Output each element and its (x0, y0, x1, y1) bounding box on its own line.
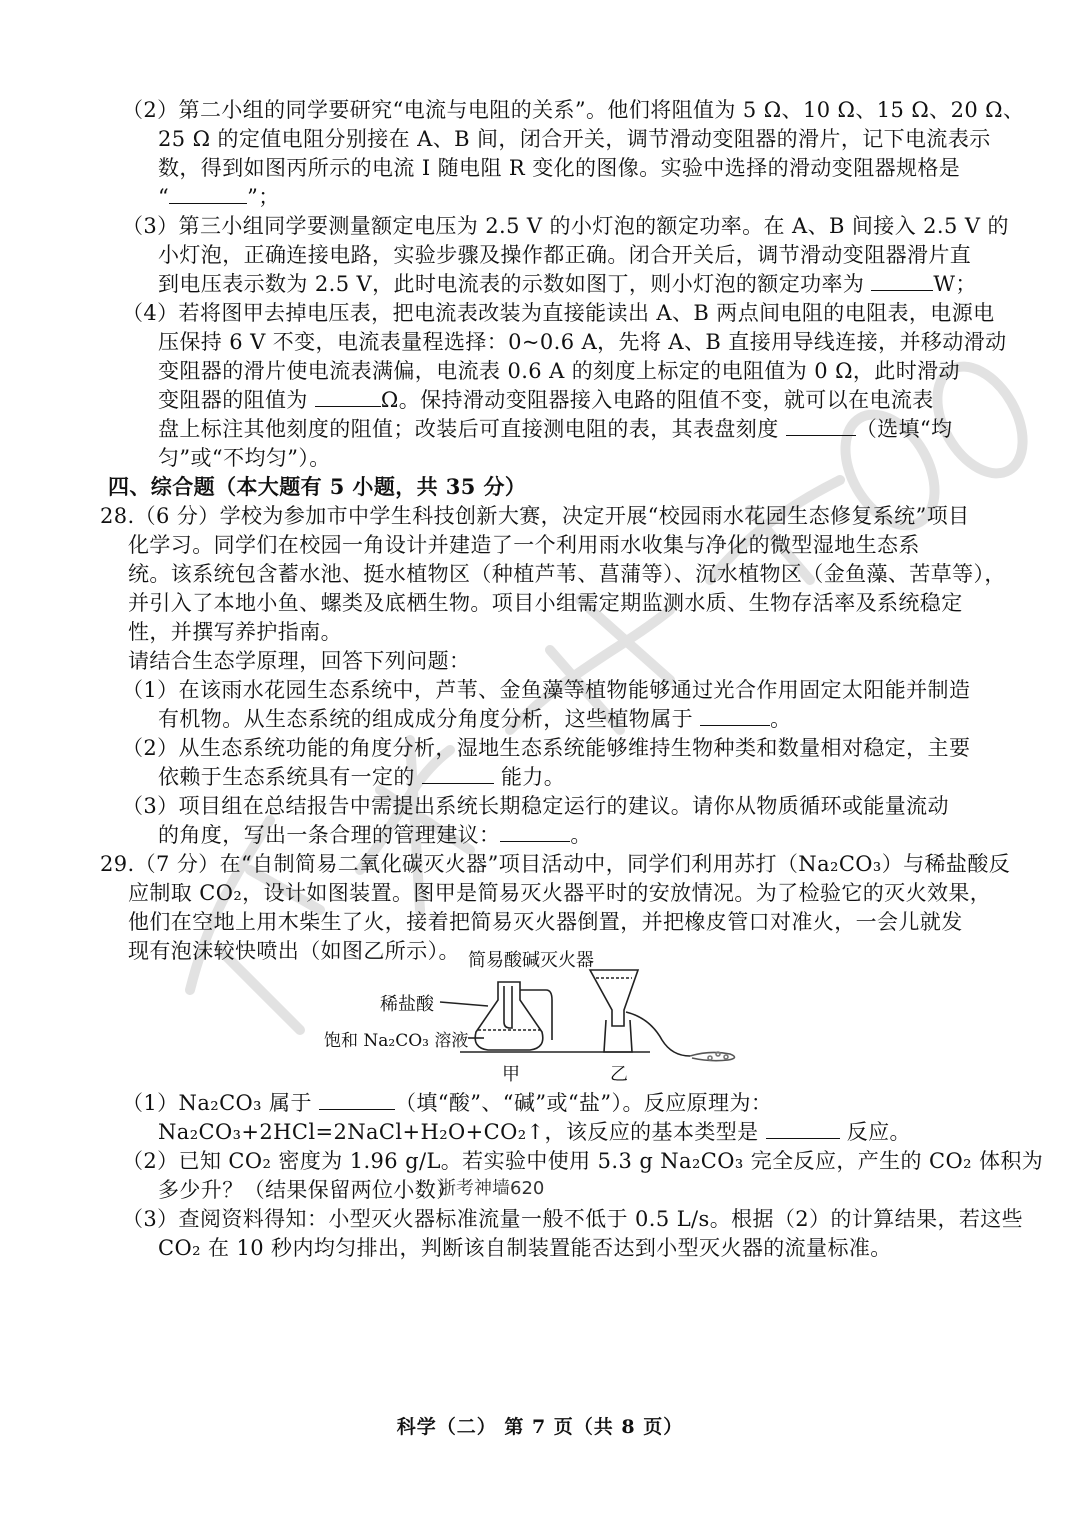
text-line: 匀”或“不均匀”）。 (158, 446, 331, 470)
text-line: 到电压表示数为 2.5 V，此时电流表的示数如图丁，则小灯泡的额定功率为 W； (158, 272, 977, 296)
apparatus-drawing (380, 960, 780, 1110)
text-line: “ ”； (158, 185, 280, 209)
answer-blank[interactable] (871, 272, 933, 291)
label-yi: 乙 (610, 1064, 628, 1085)
text-line: 并引入了本地小鱼、螺类及底栖生物。项目小组需定期监测水质、生物存活率及系统稳定 (128, 591, 963, 615)
answer-blank[interactable] (700, 707, 770, 726)
text-line: （3）第三小组同学要测量额定电压为 2.5 V 的小灯泡的额定功率。在 A、B 间接入 2.5 V 的 (122, 214, 1009, 238)
text-line: 小灯泡，正确连接电路，实验步骤及操作都正确。闭合开关后，调节滑动变阻器滑片直 (158, 243, 972, 267)
text-line: 他们在空地上用木柴生了火，接着把简易灭火器倒置，并把橡皮管口对准火，一会儿就发 (128, 910, 963, 934)
figure-title: 简易酸碱灭火器 (468, 950, 594, 971)
text-line: （3）项目组在总结报告中需提出系统长期稳定运行的建议。请你从物质循环或能量流动 (122, 794, 949, 818)
text-line: 化学习。同学们在校园一角设计并建造了一个利用雨水收集与净化的微型湿地生态系 (128, 533, 920, 557)
text-line: （1）Na₂CO₃ 属于 （填“酸”、“碱”或“盐”）。反应原理为： (122, 1091, 773, 1115)
text-line: 盘上标注其他刻度的阻值；改装后可直接测电阻的表，其表盘刻度 （选填“均 (158, 417, 953, 441)
text-line: 有机物。从生态系统的组成成分角度分析，这些植物属于 。 (158, 707, 792, 731)
text-line: （4）若将图甲去掉电压表，把电流表改装为直接能读出 A、B 两点间电阻的电阻表，电源电 (122, 301, 995, 325)
section-heading: 四、综合题（本大题有 5 小题，共 35 分） (108, 474, 527, 499)
text-line: 的角度，写出一条合理的管理建议： 。 (158, 823, 592, 847)
text-line: CO₂ 在 10 秒内均匀排出，判断该自制装置能否达到小型灭火器的流量标准。 (158, 1236, 892, 1260)
answer-blank[interactable] (766, 1120, 840, 1139)
text-line: 多少升？（结果保留两位小数） (158, 1178, 458, 1202)
text-line: 请结合生态学原理，回答下列问题： (128, 649, 471, 673)
text-line: Na₂CO₃+2HCl=2NaCl+H₂O+CO₂↑，该反应的基本类型是 反应。 (158, 1120, 911, 1144)
text-line: （3）查阅资料得知：小型灭火器标准流量一般不低于 0.5 L/s。根据（2）的计算结果，若这些 (122, 1207, 1024, 1231)
label-acid: 稀盐酸 (380, 994, 434, 1015)
text-line: （2）从生态系统功能的角度分析，湿地生态系统能够维持生物种类和数量相对稳定，主要 (122, 736, 971, 760)
text-line: （1）在该雨水花园生态系统中，芦苇、金鱼藻等植物能够通过光合作用固定太阳能并制造 (122, 678, 971, 702)
watermark-stamp: 浙考神墙620 (438, 1178, 545, 1199)
text-line: 压保持 6 V 不变，电流表量程选择：0~0.6 A，先将 A、B 直接用导线连接，并移动滑动 (158, 330, 1007, 354)
text-line: 25 Ω 的定值电阻分别接在 A、B 间，闭合开关，调节滑动变阻器的滑片，记下电流表示 (158, 127, 991, 151)
text-line: 性，并撰写养护指南。 (128, 620, 342, 644)
answer-blank[interactable] (422, 765, 494, 784)
answer-blank[interactable] (169, 185, 247, 204)
label-jia: 甲 (502, 1064, 520, 1085)
text-line: 依赖于生态系统具有一定的 能力。 (158, 765, 566, 789)
text-line: （2）已知 CO₂ 密度为 1.96 g/L。若实验中使用 5.3 g Na₂CO₃ 完全反应，产生的 CO₂ 体积为 (122, 1149, 1044, 1173)
text-line: 28.（6 分）学校为参加市中学生科技创新大赛，决定开展“校园雨水花园生态修复系统”项目 (100, 504, 970, 528)
text-line: 应制取 CO₂，设计如图装置。图甲是简易灭火器平时的安放情况。为了检验它的灭火效果， (128, 881, 992, 905)
answer-blank[interactable] (319, 1091, 395, 1110)
text-line: 统。该系统包含蓄水池、挺水植物区（种植芦苇、菖蒲等）、沉水植物区（金鱼藻、苦草等）， (128, 562, 1006, 586)
answer-blank[interactable] (786, 417, 856, 436)
text-line: 变阻器的阻值为 Ω。保持滑动变阻器接入电路的阻值不变，就可以在电流表 (158, 388, 934, 412)
answer-blank[interactable] (500, 823, 570, 842)
text-line: 数，得到如图丙所示的电流 I 随电阻 R 变化的图像。实验中选择的滑动变阻器规格是 (158, 156, 961, 180)
text-line: 现有泡沫较快喷出（如图乙所示）。 (128, 939, 460, 963)
answer-blank[interactable] (315, 388, 381, 407)
text-line: 变阻器的滑片使电流表满偏，电流表 0.6 A 的刻度上标定的电阻值为 0 Ω，此时滑动 (158, 359, 960, 383)
text-line: 29.（7 分）在“自制简易二氧化碳灭火器”项目活动中，同学们利用苏打（Na₂CO₃）与稀盐酸反 (100, 852, 1011, 876)
text-line: （2）第二小组的同学要研究“电流与电阻的关系”。他们将阻值为 5 Ω、10 Ω、15 Ω、20 Ω、 (122, 98, 1025, 122)
page-footer: 科学（二） 第 7 页（共 8 页） (396, 1416, 684, 1438)
label-solution: 饱和 Na₂CO₃ 溶液 (324, 1031, 469, 1051)
